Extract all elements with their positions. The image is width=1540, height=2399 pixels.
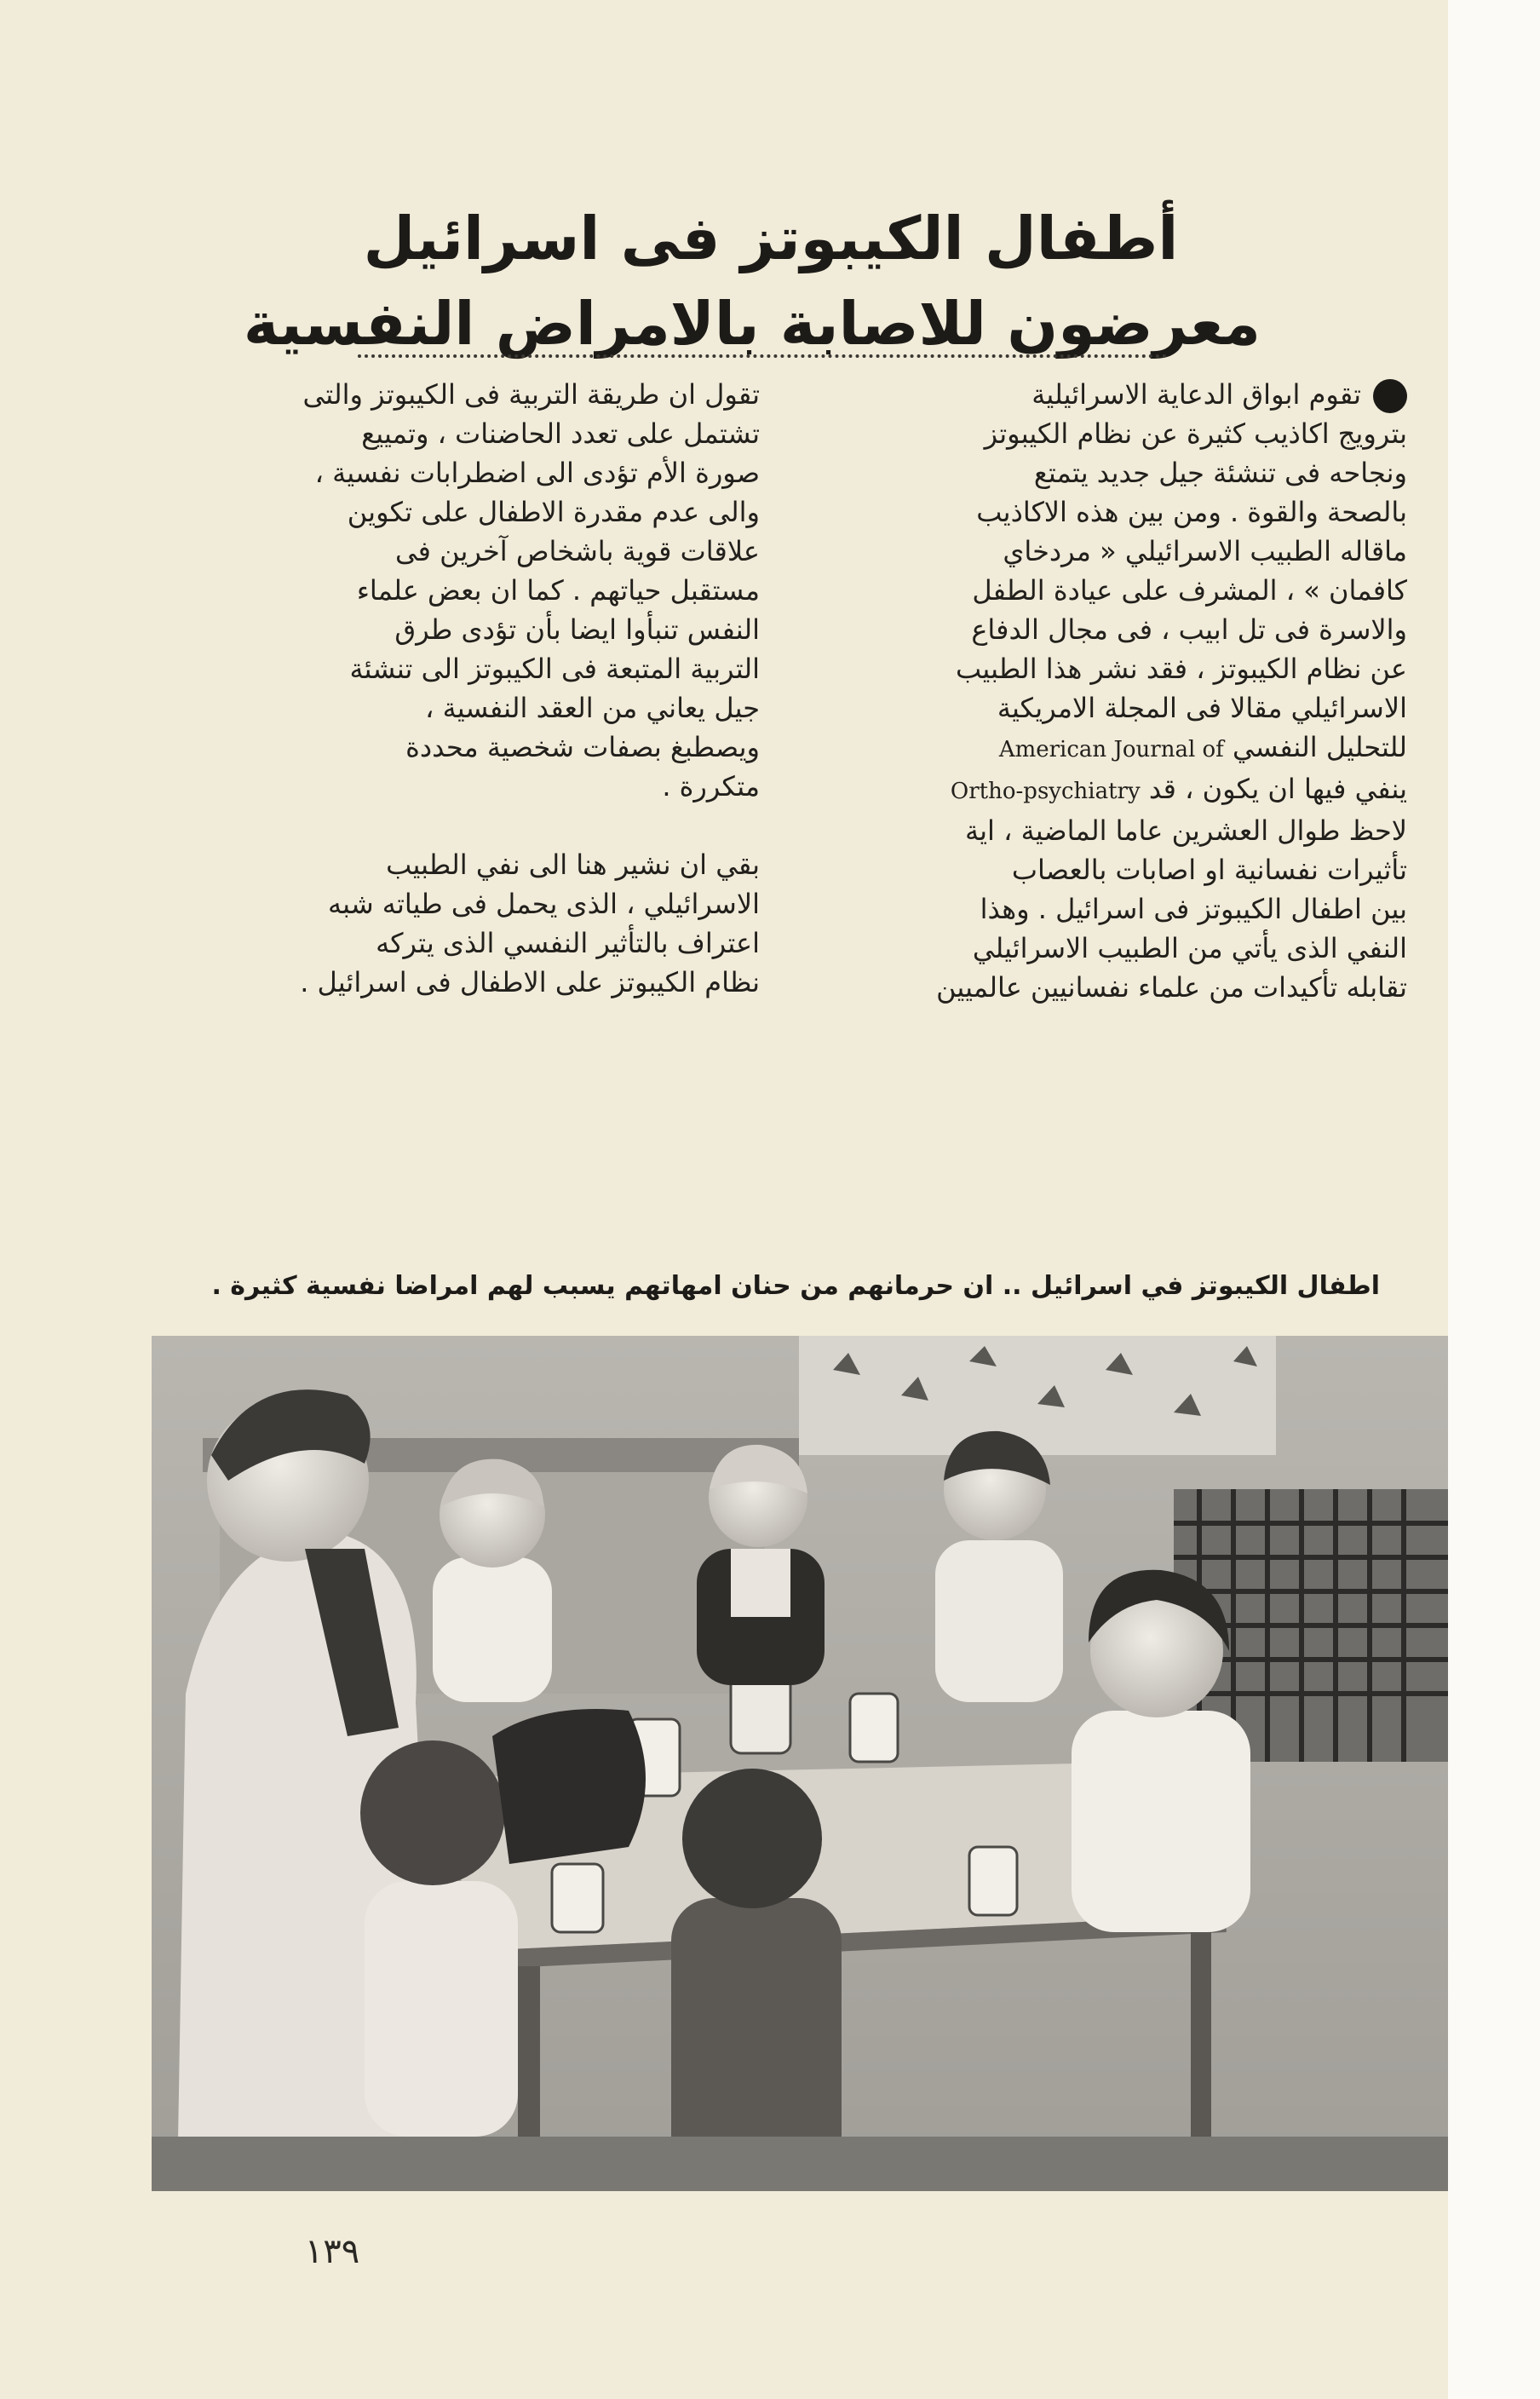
text: تقوم ابواق الدعاية الاسرائيلية: [1031, 378, 1361, 411]
left-p2-line-3: اعتراف بالتأثير النفسي الذى يتركه: [376, 927, 760, 959]
right-line-12: لاحظ طوال العشرين عاما الماضية ، اية: [964, 814, 1407, 847]
right-line-5: ماقاله الطبيب الاسرائيلي « مردخاي: [1003, 535, 1407, 567]
title-line-1: أطفال الكيبوتز فى اسرائيل: [363, 204, 1179, 273]
right-line-13: تأثيرات نفسانية او اصابات بالعصاب: [1011, 854, 1407, 886]
left-p1-line-11: متكررة .: [662, 770, 760, 803]
left-p2-line-1: بقي ان نشير هنا الى نفي الطبيب: [386, 849, 760, 881]
left-p1-line-5: علاقات قوية باشخاص آخرين فى: [394, 535, 760, 567]
page-number: ١٣٩: [304, 2232, 360, 2271]
left-p2-line-4: نظام الكيبوتز على الاطفال فى اسرائيل .: [300, 966, 760, 998]
right-line-4: بالصحة والقوة . ومن بين هذه الاكاذيب: [976, 496, 1407, 528]
right-line-16: تقابله تأكيدات من علماء نفسانيين عالميين: [936, 971, 1407, 1004]
kibbutz-children-photo: [152, 1336, 1450, 2191]
left-p1-line-7: النفس تنبأوا ايضا بأن تؤدى طرق: [394, 613, 760, 646]
right-line-15: النفي الذى يأتي من الطبيب الاسرائيلي: [972, 932, 1407, 964]
right-line-3: ونجاحه فى تنشئة جيل جديد يتمتع: [1033, 457, 1407, 489]
right-line-7: والاسرة فى تل ابيب ، فى مجال الدفاع: [971, 613, 1407, 646]
left-p1-line-6: مستقبل حياتهم . كما ان بعض علماء: [356, 574, 760, 607]
photo-illustration: [152, 1336, 1450, 2191]
left-p1-line-8: التربية المتبعة فى الكيبوتز الى تنشئة: [349, 653, 760, 685]
text: ينفي فيها ان يكون ، قد: [1148, 773, 1407, 805]
text: للتحليل النفسي: [1232, 731, 1407, 763]
title-line-2: معرضون للاصابة بالامراض النفسية: [243, 289, 1261, 359]
paragraph-gap: [153, 806, 760, 845]
right-column: [801, 375, 1407, 1007]
right-line-9: الاسرائيلي مقالا فى المجلة الامريكية: [997, 692, 1407, 724]
left-p2-line-2: الاسرائيلي ، الذى يحمل فى طياته شبه: [328, 888, 760, 920]
right-line-11: [801, 769, 1407, 811]
photo-caption: اطفال الكيبوتز في اسرائيل .. ان حرمانهم من حنان امهاتهم يسبب لهم امراضا نفسية كثيرة .: [211, 1271, 1380, 1301]
title-divider: [358, 354, 1167, 358]
right-line-14: بين اطفال الكيبوتز فى اسرائيل . وهذا: [980, 893, 1407, 925]
article-title: [243, 196, 1261, 366]
left-p1-line-3: صورة الأم تؤدى الى اضطرابات نفسية ،: [314, 457, 760, 489]
journal-name: American Journal of: [998, 737, 1224, 762]
right-line-6: كافمان » ، المشرف على عيادة الطفل: [972, 574, 1407, 607]
journal-subtitle: Ortho-psychiatry: [950, 779, 1141, 804]
right-line-8: عن نظام الكيبوتز ، فقد نشر هذا الطبيب: [956, 653, 1407, 685]
left-p1-line-10: ويصطبغ بصفات شخصية محددة: [405, 731, 760, 763]
right-line-2: بترويج اكاذيب كثيرة عن نظام الكيبوتز: [984, 417, 1407, 450]
right-line-1: [801, 375, 1407, 414]
left-p1-line-4: والى عدم مقدرة الاطفال على تكوين: [347, 496, 760, 528]
scan-margin: [1448, 0, 1540, 2399]
left-p1-line-9: جيل يعاني من العقد النفسية ،: [425, 692, 760, 724]
left-p1-line-2: تشتمل على تعدد الحاضنات ، وتمييع: [361, 417, 760, 450]
left-p1-line-1: تقول ان طريقة التربية فى الكيبوتز والتى: [302, 378, 760, 411]
bullet-icon: [1373, 379, 1407, 413]
left-column: [153, 375, 760, 1002]
right-line-10: [801, 728, 1407, 769]
